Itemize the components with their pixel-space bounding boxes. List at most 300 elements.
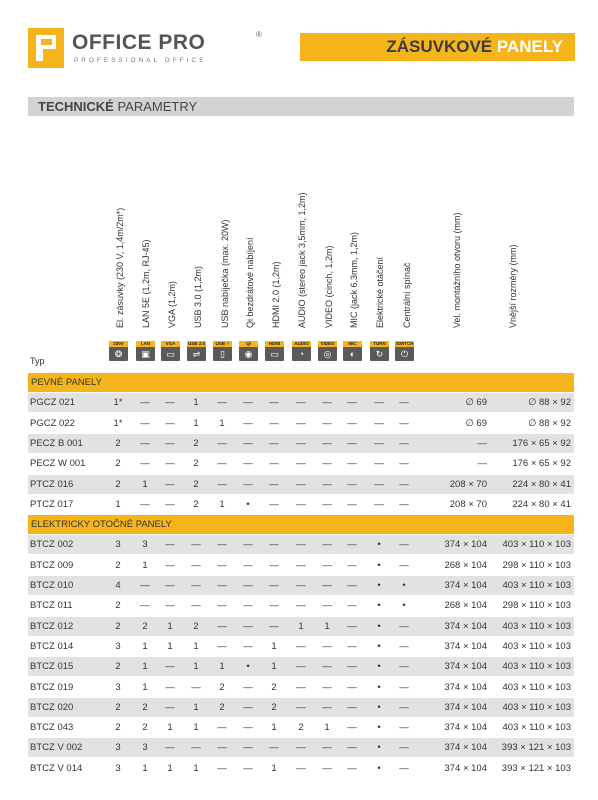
product-code: PGCZ 021 bbox=[30, 397, 75, 409]
brand-name: OFFICE PRO bbox=[72, 31, 206, 54]
feature-value: — bbox=[269, 539, 279, 551]
feature-value: 1* bbox=[113, 397, 123, 409]
feature-value: 2 bbox=[298, 722, 304, 734]
feature-value: — bbox=[217, 458, 227, 470]
table-row bbox=[28, 434, 574, 453]
feature-value: — bbox=[399, 397, 409, 409]
table-row bbox=[28, 698, 574, 717]
feature-value: — bbox=[140, 437, 150, 449]
feature-value: 2 bbox=[115, 458, 121, 470]
feature-value: — bbox=[374, 458, 384, 470]
feature-value: 2 bbox=[115, 620, 121, 632]
feature-value: 1 bbox=[271, 640, 277, 652]
feature-value: — bbox=[399, 620, 409, 632]
outer-dimensions: 224 × 80 × 41 bbox=[512, 498, 571, 510]
table-row bbox=[28, 657, 574, 676]
icon-symbol: ▭ bbox=[270, 349, 279, 359]
feature-value: — bbox=[217, 478, 227, 490]
feature-value: — bbox=[322, 478, 332, 490]
feature-value: — bbox=[296, 417, 306, 429]
feature-value: — bbox=[347, 681, 357, 693]
feature-value: — bbox=[165, 681, 175, 693]
feature-value: — bbox=[322, 600, 332, 612]
outer-dimensions: 176 × 65 × 92 bbox=[512, 458, 571, 470]
feature-value: — bbox=[217, 600, 227, 612]
feature-value: — bbox=[296, 397, 306, 409]
product-code: PECZ W 001 bbox=[30, 458, 86, 470]
icon-symbol: ◔ bbox=[298, 349, 305, 359]
mounting-hole-size: ∅ 69 bbox=[465, 397, 487, 409]
feature-value: — bbox=[217, 722, 227, 734]
feature-value: • bbox=[377, 701, 381, 713]
feature-value: — bbox=[347, 661, 357, 673]
feature-value: • bbox=[377, 762, 381, 774]
icon-symbol: ▭ bbox=[166, 349, 175, 359]
feature-value: 1 bbox=[324, 620, 330, 632]
column-header-label: Vel. montážního otvoru (mm) bbox=[452, 212, 462, 328]
feature-value: — bbox=[347, 397, 357, 409]
feature-value: — bbox=[269, 417, 279, 429]
feature-value: 2 bbox=[219, 681, 225, 693]
feature-value: — bbox=[399, 458, 409, 470]
feature-value: — bbox=[296, 458, 306, 470]
feature-value: 2 bbox=[115, 478, 121, 490]
feature-value: 2 bbox=[193, 498, 199, 510]
table-row bbox=[28, 414, 574, 433]
product-code: PECZ B 001 bbox=[30, 437, 83, 449]
feature-value: — bbox=[322, 701, 332, 713]
feature-value: — bbox=[191, 600, 201, 612]
feature-value: 2 bbox=[193, 620, 199, 632]
outer-dimensions: 403 × 110 × 103 bbox=[502, 620, 571, 632]
mounting-hole-size: 374 × 104 bbox=[444, 580, 487, 591]
mounting-hole-size: ∅ 69 bbox=[465, 417, 487, 429]
feature-value: — bbox=[322, 417, 332, 429]
icon-tag: USB ⚡ bbox=[213, 341, 232, 347]
column-header-label: USB nabíječka (max. 20W) bbox=[220, 219, 230, 328]
feature-value: 4 bbox=[115, 580, 121, 591]
feature-value: — bbox=[243, 397, 253, 409]
feature-value: 1 bbox=[271, 661, 277, 673]
icon-symbol: ◉ bbox=[244, 349, 253, 359]
feature-value: — bbox=[399, 417, 409, 429]
feature-value: — bbox=[296, 681, 306, 693]
mounting-hole-size: 268 × 104 bbox=[444, 559, 487, 571]
column-header-label: Centrální spínač bbox=[402, 262, 412, 328]
feature-value: 1 bbox=[142, 559, 148, 571]
feature-value: — bbox=[165, 559, 175, 571]
feature-value: 1 bbox=[193, 417, 199, 429]
power-socket-icon bbox=[109, 341, 128, 361]
feature-value: 2 bbox=[115, 722, 121, 734]
feature-value: — bbox=[296, 559, 306, 571]
feature-value: 3 bbox=[142, 539, 148, 551]
feature-value: — bbox=[217, 397, 227, 409]
icon-tag: VGA bbox=[161, 341, 180, 347]
icon-symbol: ◎ bbox=[323, 349, 332, 359]
feature-value: • bbox=[377, 580, 381, 591]
table-row bbox=[28, 617, 574, 636]
feature-value: — bbox=[296, 539, 306, 551]
feature-value: — bbox=[296, 742, 306, 754]
brand-logo bbox=[28, 28, 262, 68]
feature-value: 2 bbox=[115, 701, 121, 713]
feature-value: 2 bbox=[115, 600, 121, 612]
feature-value: — bbox=[347, 640, 357, 652]
table-row bbox=[28, 454, 574, 473]
feature-value: — bbox=[243, 742, 253, 754]
feature-value: 3 bbox=[115, 640, 121, 652]
feature-value: — bbox=[296, 661, 306, 673]
feature-value: — bbox=[165, 580, 175, 591]
table-row bbox=[28, 576, 574, 595]
brand-tagline: PROFESSIONAL OFFICE bbox=[74, 57, 207, 64]
column-header-label: Vnější rozměry (mm) bbox=[508, 244, 518, 328]
feature-value: — bbox=[165, 742, 175, 754]
feature-value: — bbox=[399, 539, 409, 551]
table-row bbox=[28, 718, 574, 737]
icon-tag: TURN bbox=[370, 341, 389, 347]
mounting-hole-size: 374 × 104 bbox=[444, 620, 487, 632]
mounting-hole-size: 374 × 104 bbox=[444, 539, 487, 551]
feature-value: — bbox=[347, 580, 357, 591]
feature-value: — bbox=[296, 640, 306, 652]
feature-value: 1 bbox=[193, 722, 199, 734]
feature-value: — bbox=[399, 498, 409, 510]
feature-value: 2 bbox=[142, 701, 148, 713]
feature-value: 2 bbox=[193, 437, 199, 449]
feature-value: — bbox=[269, 742, 279, 754]
feature-value: 1* bbox=[113, 417, 123, 429]
mounting-hole-size: 208 × 70 bbox=[449, 498, 487, 510]
feature-value: — bbox=[374, 397, 384, 409]
lan-icon bbox=[136, 341, 155, 361]
mounting-hole-size: — bbox=[477, 437, 487, 449]
feature-value: 1 bbox=[219, 661, 225, 673]
section-heading bbox=[28, 97, 574, 116]
table-row bbox=[28, 535, 574, 554]
product-code: PTCZ 016 bbox=[30, 478, 74, 490]
product-code: BTCZ 011 bbox=[30, 600, 73, 612]
feature-value: — bbox=[347, 539, 357, 551]
group-header-row bbox=[28, 373, 574, 392]
feature-value: 1 bbox=[193, 640, 199, 652]
feature-value: — bbox=[322, 661, 332, 673]
feature-value: • bbox=[377, 559, 381, 571]
icon-symbol: ◐ bbox=[349, 349, 356, 359]
feature-value: — bbox=[243, 580, 253, 591]
type-column-label: Typ bbox=[30, 356, 45, 366]
feature-value: — bbox=[243, 437, 253, 449]
vga-icon bbox=[161, 341, 180, 361]
feature-value: 3 bbox=[115, 681, 121, 693]
feature-value: — bbox=[269, 580, 279, 591]
feature-value: — bbox=[243, 458, 253, 470]
table-row bbox=[28, 596, 574, 615]
banner-title-part2: PANELY bbox=[496, 37, 563, 56]
feature-value: — bbox=[322, 640, 332, 652]
feature-value: — bbox=[140, 458, 150, 470]
table-row bbox=[28, 393, 574, 412]
outer-dimensions: 403 × 110 × 103 bbox=[502, 640, 571, 652]
feature-value: 1 bbox=[167, 762, 173, 774]
video-icon bbox=[318, 341, 337, 361]
outer-dimensions: 298 × 110 × 103 bbox=[502, 600, 571, 612]
usb-icon bbox=[187, 341, 206, 361]
feature-value: — bbox=[322, 742, 332, 754]
feature-value: — bbox=[347, 722, 357, 734]
feature-value: — bbox=[269, 397, 279, 409]
feature-value: — bbox=[399, 762, 409, 774]
outer-dimensions: 393 × 121 × 103 bbox=[501, 762, 571, 774]
column-header-label: AUDIO (stereo jack 3,5mm, 1,2m) bbox=[297, 192, 307, 328]
feature-value: 1 bbox=[167, 640, 173, 652]
outer-dimensions: 176 × 65 × 92 bbox=[512, 437, 571, 449]
feature-value: — bbox=[347, 701, 357, 713]
feature-value: — bbox=[374, 437, 384, 449]
feature-value: — bbox=[347, 417, 357, 429]
feature-value: 1 bbox=[167, 620, 173, 632]
feature-value: 1 bbox=[142, 762, 148, 774]
audio-icon bbox=[292, 341, 311, 361]
title-banner bbox=[300, 33, 575, 61]
column-header-label: LAN 5E (1,2m, RJ-45) bbox=[141, 239, 151, 328]
icon-symbol: ▯ bbox=[220, 349, 225, 359]
feature-value: 1 bbox=[142, 478, 148, 490]
feature-value: • bbox=[377, 640, 381, 652]
product-code: BTCZ 019 bbox=[30, 681, 74, 693]
group-title: ELEKTRICKY OTOČNÉ PANELY bbox=[31, 519, 172, 531]
table-row bbox=[28, 475, 574, 494]
feature-value: • bbox=[377, 681, 381, 693]
feature-value: — bbox=[322, 498, 332, 510]
mounting-hole-size: 208 × 70 bbox=[449, 478, 487, 490]
outer-dimensions: ∅ 88 × 92 bbox=[528, 397, 571, 409]
icon-tag: SWITCH bbox=[395, 341, 414, 346]
feature-value: — bbox=[347, 600, 357, 612]
feature-value: — bbox=[322, 458, 332, 470]
product-code: BTCZ 020 bbox=[30, 701, 74, 713]
feature-value: — bbox=[399, 681, 409, 693]
feature-value: — bbox=[140, 397, 150, 409]
feature-value: — bbox=[269, 620, 279, 632]
icon-tag: Qi bbox=[239, 341, 258, 347]
product-code: BTCZ V 002 bbox=[30, 742, 83, 754]
product-code: PTCZ 017 bbox=[30, 498, 74, 510]
product-code: BTCZ 012 bbox=[30, 620, 74, 632]
feature-value: — bbox=[347, 478, 357, 490]
feature-value: 2 bbox=[271, 701, 277, 713]
feature-value: — bbox=[347, 620, 357, 632]
mounting-hole-size: 374 × 104 bbox=[444, 640, 487, 652]
mounting-hole-size: 374 × 104 bbox=[444, 762, 487, 774]
feature-value: 1 bbox=[271, 722, 277, 734]
product-code: BTCZ 015 bbox=[30, 661, 74, 673]
feature-value: 1 bbox=[115, 498, 121, 510]
feature-value: — bbox=[217, 559, 227, 571]
feature-value: — bbox=[217, 762, 227, 774]
feature-value: 1 bbox=[142, 681, 148, 693]
mounting-hole-size: 374 × 104 bbox=[444, 681, 487, 693]
column-header-label: USB 3.0 (1,2m) bbox=[193, 265, 203, 328]
table-row bbox=[28, 495, 574, 514]
feature-value: — bbox=[191, 681, 201, 693]
feature-value: 2 bbox=[115, 437, 121, 449]
product-code: BTCZ 010 bbox=[30, 580, 74, 591]
feature-value: 1 bbox=[193, 701, 199, 713]
feature-value: — bbox=[399, 742, 409, 754]
feature-value: — bbox=[399, 722, 409, 734]
icon-tag: LAN bbox=[136, 341, 155, 347]
feature-value: — bbox=[296, 437, 306, 449]
feature-value: — bbox=[322, 397, 332, 409]
usb-charger-icon bbox=[213, 341, 232, 361]
feature-value: — bbox=[296, 701, 306, 713]
product-code: BTCZ 009 bbox=[30, 559, 74, 571]
office-pro-logo-icon bbox=[28, 28, 64, 68]
table-row bbox=[28, 637, 574, 656]
feature-value: 2 bbox=[193, 478, 199, 490]
feature-value: — bbox=[296, 498, 306, 510]
table-row bbox=[28, 678, 574, 697]
feature-value: — bbox=[243, 762, 253, 774]
column-header-label: VIDEO (cinch, 1,2m) bbox=[324, 245, 334, 328]
feature-value: — bbox=[165, 478, 175, 490]
icon-tag: VIDEO bbox=[318, 341, 337, 347]
mounting-hole-size: 374 × 104 bbox=[444, 742, 487, 754]
feature-value: — bbox=[165, 397, 175, 409]
icon-tag: MIC bbox=[343, 341, 362, 347]
feature-value: • bbox=[402, 600, 406, 612]
feature-value: — bbox=[269, 478, 279, 490]
feature-value: 1 bbox=[142, 661, 148, 673]
feature-value: — bbox=[347, 742, 357, 754]
feature-value: — bbox=[140, 498, 150, 510]
mounting-hole-size: 374 × 104 bbox=[444, 722, 487, 734]
switch-icon bbox=[395, 341, 414, 361]
feature-value: — bbox=[191, 539, 201, 551]
icon-symbol: ⏻ bbox=[400, 349, 409, 359]
outer-dimensions: 393 × 121 × 103 bbox=[501, 742, 571, 754]
feature-value: 2 bbox=[142, 722, 148, 734]
outer-dimensions: 403 × 110 × 103 bbox=[502, 701, 571, 713]
feature-value: — bbox=[217, 742, 227, 754]
feature-value: — bbox=[191, 559, 201, 571]
product-code: BTCZ 014 bbox=[30, 640, 74, 652]
feature-value: — bbox=[269, 559, 279, 571]
feature-value: — bbox=[243, 620, 253, 632]
feature-value: 3 bbox=[115, 742, 121, 754]
feature-value: — bbox=[374, 478, 384, 490]
outer-dimensions: 224 × 80 × 41 bbox=[512, 478, 571, 490]
feature-value: — bbox=[140, 600, 150, 612]
feature-value: — bbox=[165, 600, 175, 612]
column-header-label: El. zásuvky (230 V, 1,4m/2m*) bbox=[115, 207, 125, 328]
feature-value: — bbox=[165, 498, 175, 510]
banner-title-part1: ZÁSUVKOVÉ bbox=[386, 37, 493, 56]
outer-dimensions: 298 × 110 × 103 bbox=[502, 559, 571, 571]
feature-value: — bbox=[165, 539, 175, 551]
feature-value: 1 bbox=[193, 397, 199, 409]
feature-value: — bbox=[165, 437, 175, 449]
feature-value: — bbox=[243, 701, 253, 713]
feature-value: — bbox=[269, 600, 279, 612]
wireless-charging-icon bbox=[239, 341, 258, 361]
outer-dimensions: 403 × 110 × 103 bbox=[502, 539, 571, 551]
turn-icon bbox=[370, 341, 389, 361]
feature-value: 2 bbox=[193, 458, 199, 470]
outer-dimensions: 403 × 110 × 103 bbox=[502, 580, 571, 591]
feature-value: — bbox=[217, 640, 227, 652]
feature-value: • bbox=[377, 742, 381, 754]
feature-value: — bbox=[347, 762, 357, 774]
feature-value: — bbox=[243, 559, 253, 571]
feature-value: — bbox=[296, 478, 306, 490]
table-row bbox=[28, 556, 574, 575]
feature-value: — bbox=[269, 437, 279, 449]
feature-value: — bbox=[347, 559, 357, 571]
feature-value: 1 bbox=[193, 661, 199, 673]
feature-value: — bbox=[322, 437, 332, 449]
feature-value: — bbox=[347, 437, 357, 449]
feature-value: — bbox=[243, 640, 253, 652]
icon-symbol: ↻ bbox=[375, 349, 384, 359]
feature-value: — bbox=[165, 458, 175, 470]
feature-value: 2 bbox=[115, 559, 121, 571]
feature-value: — bbox=[399, 478, 409, 490]
feature-value: 1 bbox=[271, 762, 277, 774]
feature-value: — bbox=[399, 437, 409, 449]
column-header-label: HDMI 2.0 (1,2m) bbox=[271, 261, 281, 328]
feature-value: — bbox=[140, 580, 150, 591]
feature-value: — bbox=[322, 559, 332, 571]
feature-value: 2 bbox=[115, 661, 121, 673]
feature-value: — bbox=[399, 701, 409, 713]
feature-value: — bbox=[269, 458, 279, 470]
feature-value: — bbox=[243, 417, 253, 429]
feature-value: — bbox=[399, 559, 409, 571]
feature-value: — bbox=[296, 600, 306, 612]
feature-value: — bbox=[165, 661, 175, 673]
icon-tag: 230V bbox=[109, 341, 128, 347]
section-heading-bold: TECHNICKÉ bbox=[38, 99, 114, 114]
icon-symbol: ▣ bbox=[141, 349, 150, 359]
feature-value: — bbox=[322, 681, 332, 693]
feature-value: 3 bbox=[142, 742, 148, 754]
feature-value: — bbox=[217, 437, 227, 449]
table-row bbox=[28, 738, 574, 757]
feature-value: • bbox=[246, 498, 250, 510]
feature-value: — bbox=[374, 498, 384, 510]
feature-value: — bbox=[322, 580, 332, 591]
feature-value: — bbox=[243, 600, 253, 612]
feature-value: — bbox=[243, 722, 253, 734]
feature-value: — bbox=[217, 580, 227, 591]
product-code: BTCZ 043 bbox=[30, 722, 74, 734]
column-header-label: VGA (1,2m) bbox=[167, 280, 177, 328]
feature-value: — bbox=[399, 640, 409, 652]
feature-value: — bbox=[217, 620, 227, 632]
feature-value: 1 bbox=[219, 417, 225, 429]
group-title: PEVNÉ PANELY bbox=[31, 377, 102, 388]
feature-value: 2 bbox=[142, 620, 148, 632]
feature-value: 3 bbox=[115, 762, 121, 774]
registered-mark: ® bbox=[256, 30, 262, 39]
icon-tag: USB 3.0 bbox=[187, 341, 205, 346]
icon-symbol: ⇌ bbox=[192, 349, 201, 359]
feature-value: 1 bbox=[193, 762, 199, 774]
icon-tag: AUDIO bbox=[292, 341, 311, 347]
